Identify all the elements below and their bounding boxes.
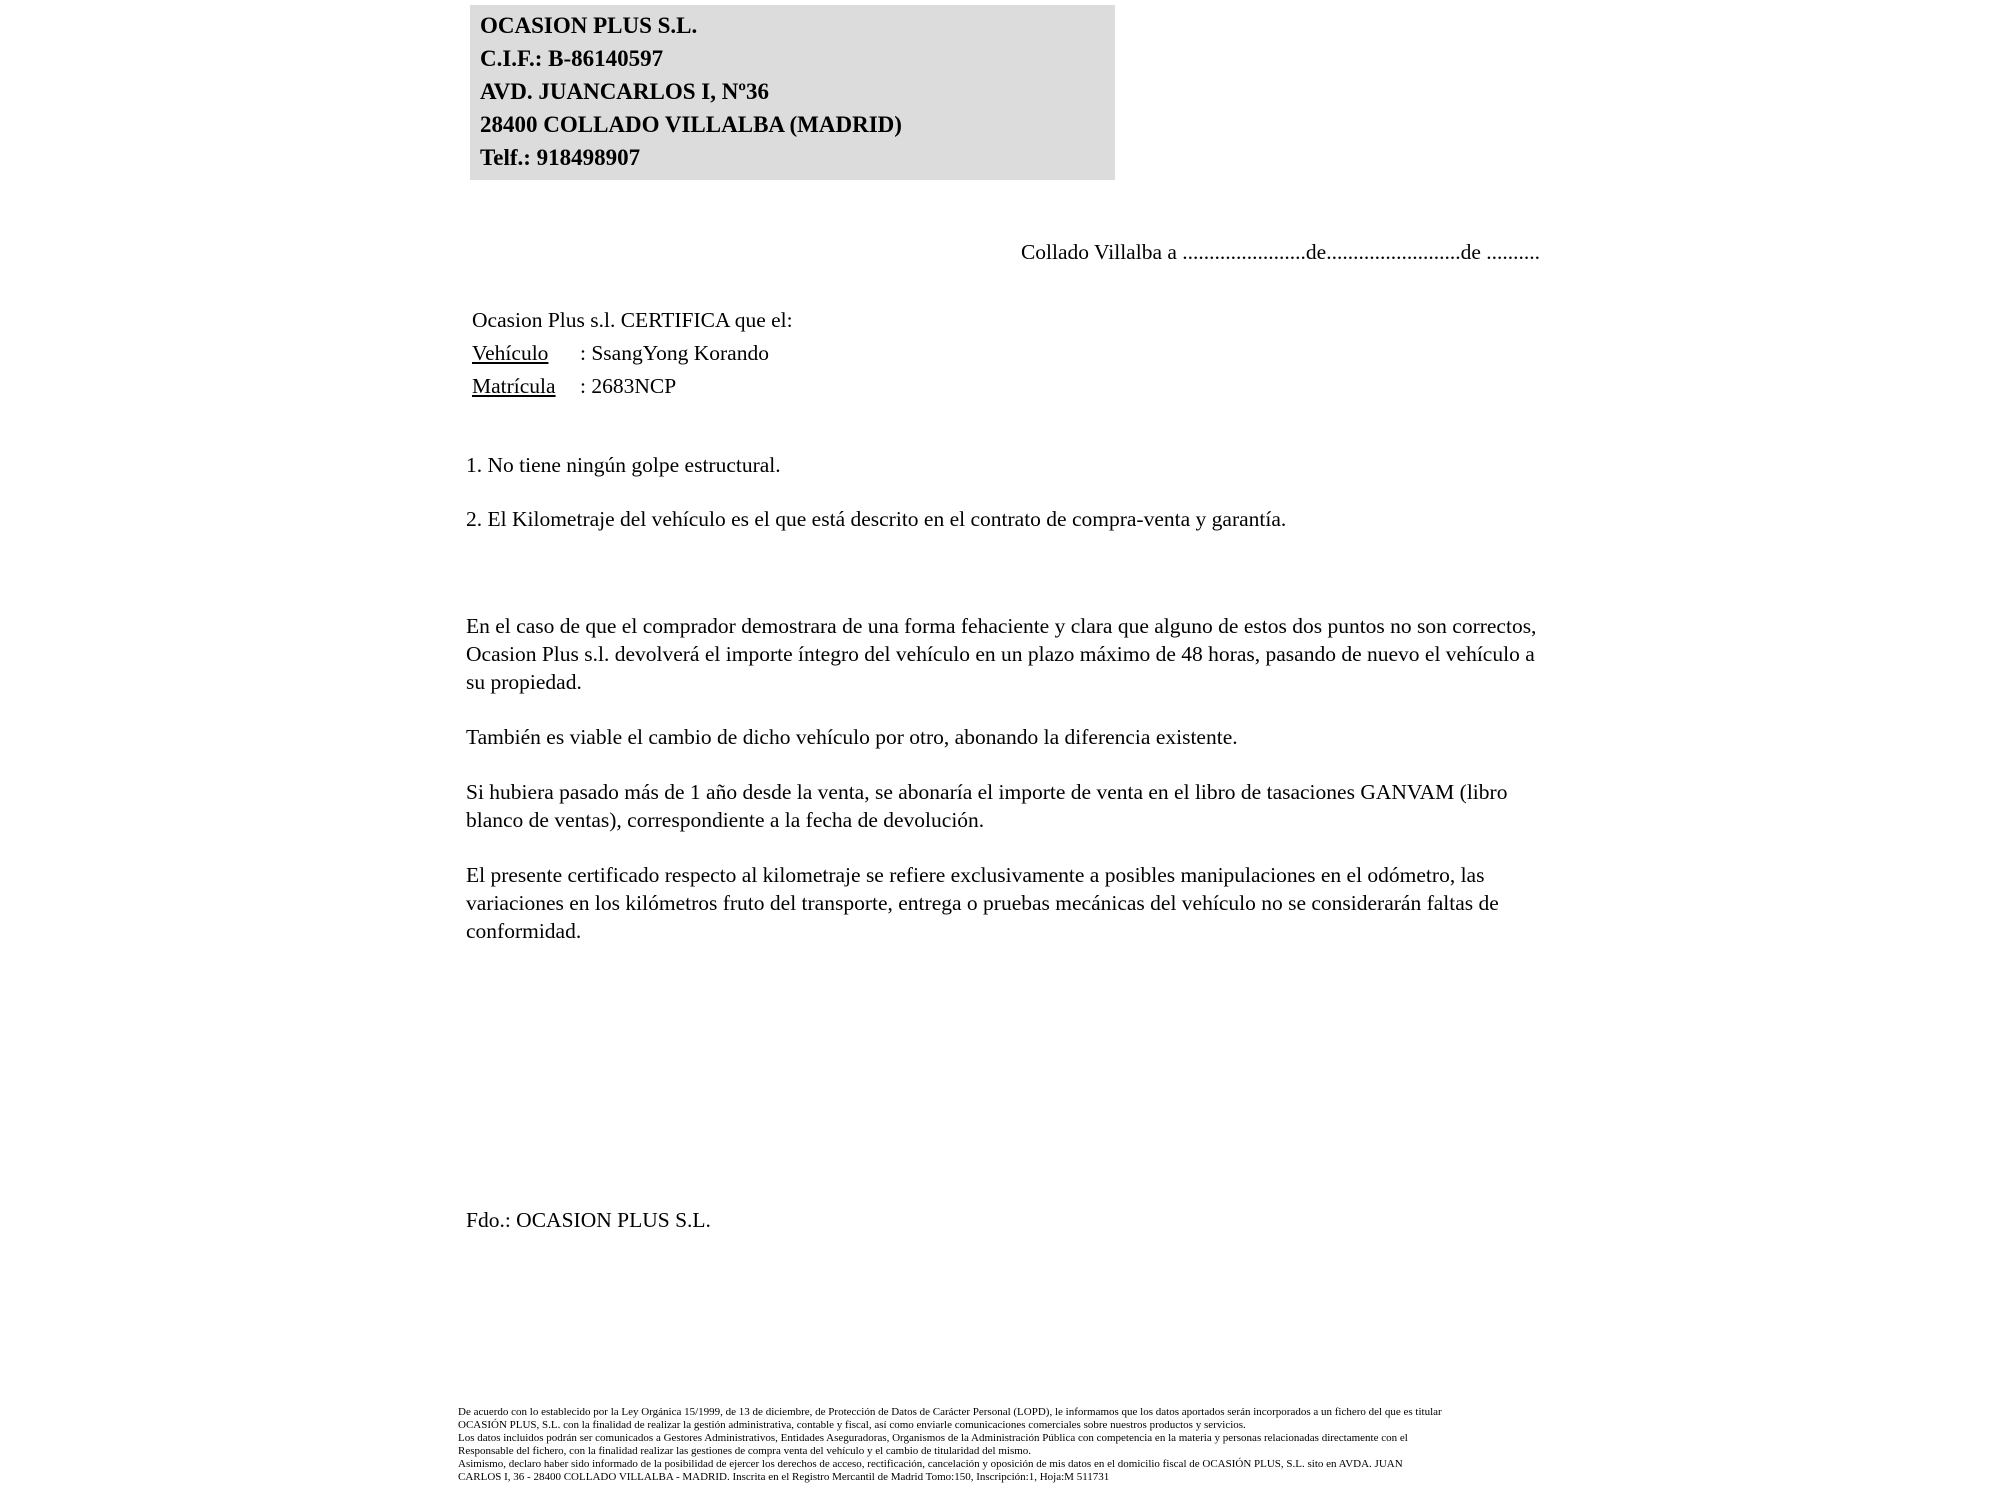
plate-field-value: : 2683NCP	[580, 374, 677, 398]
legal-line-5: Asimismo, declaro haber sido informado de la posibilidad de ejercer los derechos de acceso, rectificación, cancelación y oposición de mis datos en el domicilio fiscal de OCASIÓN PLUS, S.L. sito en AVDA. JUAN	[458, 1458, 1403, 1470]
company-address: AVD. JUANCARLOS I, Nº36	[480, 79, 769, 104]
legal-line-3: Los datos incluidos podrán ser comunicados a Gestores Administrativos, Entidades Aseguradoras, Organismos de la Administración Pública con competencia en la materia y personas relacionadas directamente con el	[458, 1432, 1408, 1444]
plate-field-label: Matrícula	[472, 374, 556, 398]
plate-field-row	[472, 370, 793, 403]
company-cif: C.I.F.: B-86140597	[480, 46, 664, 71]
paragraph-refund: En el caso de que el comprador demostrara de una forma fehaciente y clara que alguno de estos dos puntos no son correctos, Ocasion Plus s.l. devolverá el importe íntegro del vehículo en un plazo máximo de 48 horas, pasando de nuevo el vehículo a su propiedad.	[466, 614, 1537, 694]
date-line: Collado Villalba a .......................de.........................de ..........	[1020, 240, 1540, 264]
company-phone: Telf.: 918498907	[480, 145, 641, 170]
point-2: 2. El Kilometraje del vehículo es el que está descrito en el contrato de compra-venta y garantía.	[466, 507, 1287, 531]
vehicle-field-label: Vehículo	[472, 341, 549, 365]
paragraph-odometer: El presente certificado respecto al kilometraje se refiere exclusivamente a posibles manipulaciones en el odómetro, las variaciones en los kilómetros fruto del transporte, entrega o pruebas mecánicas del vehículo no se considerarán faltas de conformidad.	[466, 863, 1499, 943]
legal-line-1: De acuerdo con lo establecido por la Ley Orgánica 15/1999, de 13 de diciembre, de Protección de Datos de Carácter Personal (LOPD), le informamos que los datos aportados serán incorporados a un fichero del que es titular	[458, 1406, 1442, 1418]
legal-line-2: OCASIÓN PLUS, S.L. con la finalidad de realizar la gestión administrativa, contable y fiscal, así como enviarle comunicaciones comerciales sobre nuestros productos y servicios.	[458, 1419, 1246, 1431]
body-paragraphs	[466, 612, 1551, 972]
points-block	[466, 452, 1551, 560]
certification-block	[472, 304, 793, 403]
company-city: 28400 COLLADO VILLALBA (MADRID)	[480, 112, 902, 137]
company-name: OCASION PLUS S.L.	[480, 13, 698, 38]
paragraph-ganvam: Si hubiera pasado más de 1 año desde la venta, se abonaría el importe de venta en el libro de tasaciones GANVAM (libro blanco de ventas), correspondiente a la fecha de devolución.	[466, 780, 1508, 832]
legal-line-4: Responsable del fichero, con la finalidad realizar las gestiones de compra venta del vehículo y el cambio de titularidad del mismo.	[458, 1445, 1032, 1457]
legal-footer	[458, 1406, 1638, 1484]
certification-intro: Ocasion Plus s.l. CERTIFICA que el:	[472, 308, 793, 332]
point-1: 1. No tiene ningún golpe estructural.	[466, 453, 781, 477]
signature-line: Fdo.: OCASION PLUS S.L.	[466, 1208, 711, 1232]
company-header-box	[470, 5, 1115, 180]
paragraph-exchange: También es viable el cambio de dicho vehículo por otro, abonando la diferencia existente.	[466, 725, 1238, 749]
vehicle-field-value: : SsangYong Korando	[580, 341, 769, 365]
vehicle-field-row	[472, 337, 793, 370]
legal-line-6: CARLOS I, 36 - 28400 COLLADO VILLALBA - MADRID. Inscrita en el Registro Mercantil de Madrid Tomo:150, Inscripción:1, Hoja:M 511731	[458, 1471, 1110, 1483]
